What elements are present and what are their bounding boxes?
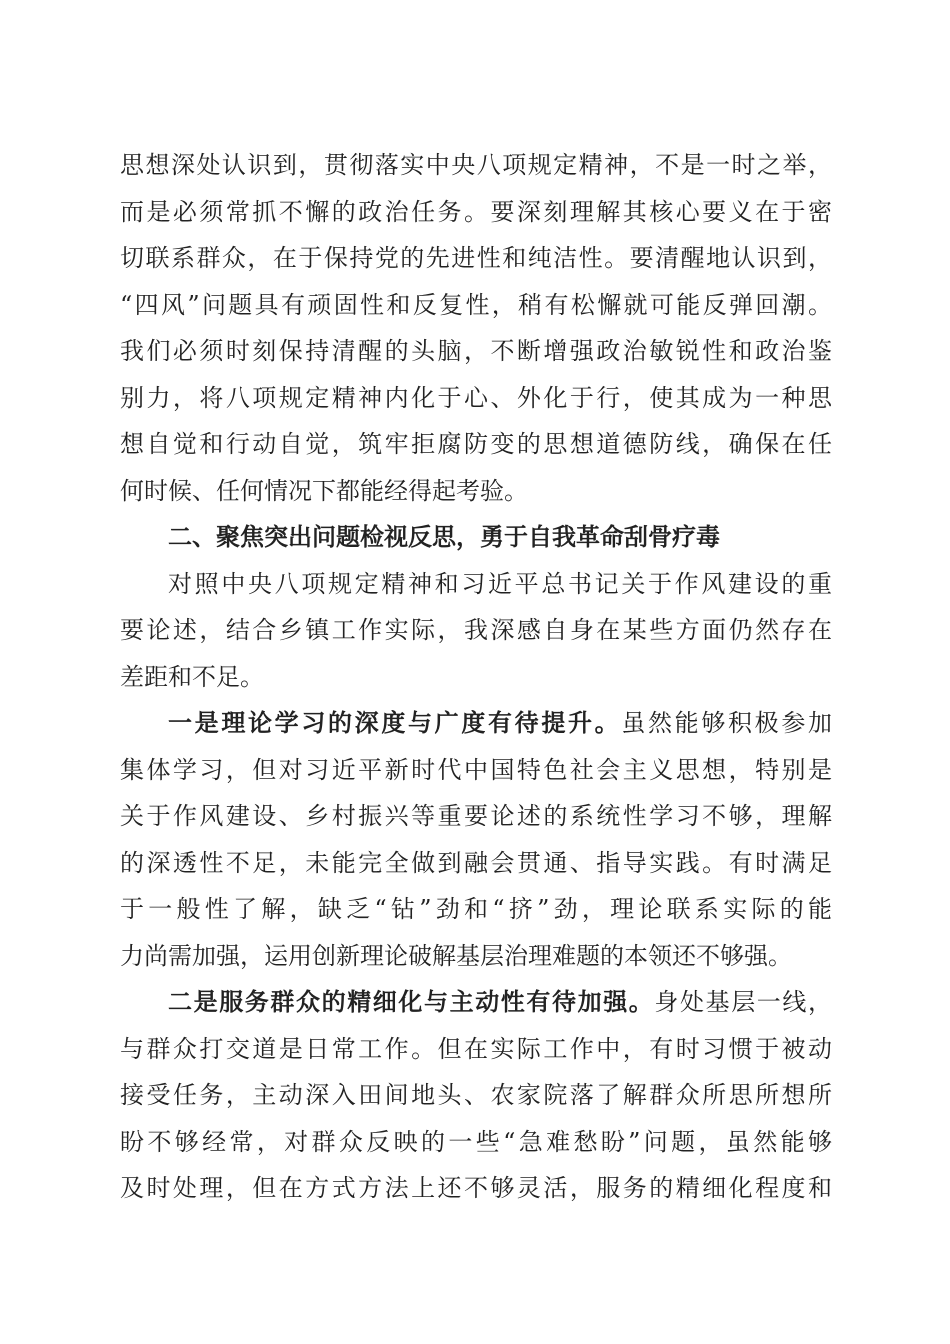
- text-line: 思想深处认识到，贯彻落实中央八项规定精神，不是一时之举，: [120, 151, 832, 179]
- text-line: 集体学习，但对习近平新时代中国特色社会主义思想，特别是: [120, 755, 832, 784]
- text-line: 接受任务，主动深入田间地头、农家院落了解群众所思所想所: [120, 1081, 832, 1109]
- text-line: 而是必须常抓不懈的政治任务。要深刻理解其核心要义在于密: [120, 197, 832, 226]
- section-heading: 二、聚焦突出问题检视反思，勇于自我革命刮骨疗毒: [168, 523, 720, 551]
- text-line: 想自觉和行动自觉，筑牢拒腐防变的思想道德防线，确保在任: [120, 430, 832, 458]
- text-line: 的深透性不足，未能完全做到融会贯通、指导实践。有时满足: [120, 848, 832, 877]
- text-line: 我们必须时刻保持清醒的头脑，不断增强政治敏锐性和政治鉴: [120, 337, 832, 365]
- paragraph-lead: 二是服务群众的精细化与主动性有待加强。: [168, 987, 655, 1016]
- text-line: 何时候、任何情况下都能经得起考验。: [120, 476, 528, 505]
- text-line: 关于作风建设、乡村振兴等重要论述的系统性学习不够，理解: [120, 802, 832, 830]
- paragraph-lead: 一是理论学习的深度与广度有待提升。: [168, 708, 622, 737]
- text-line: 及时处理，但在方式方法上还不够灵活，服务的精细化程度和: [120, 1174, 832, 1202]
- paragraph-4: [120, 979, 832, 1212]
- paragraph-3: [120, 700, 832, 979]
- text-line: 与群众打交道是日常工作。但在实际工作中，有时习惯于被动: [120, 1034, 832, 1063]
- text-line: 对照中央八项规定精神和习近平总书记关于作风建设的重: [168, 569, 832, 598]
- paragraph-text: 虽然能够积极参加: [621, 709, 832, 737]
- text-line: 切联系群众，在于保持党的先进性和纯洁性。要清醒地认识到，: [120, 244, 832, 272]
- paragraph-text: 身处基层一线，: [654, 988, 832, 1016]
- document-body: [120, 142, 832, 1212]
- text-line: 于一般性了解，缺乏“钻”劲和“挤”劲，理论联系实际的能: [120, 895, 832, 923]
- text-line: 别力，将八项规定精神内化于心、外化于行，使其成为一种思: [120, 383, 832, 412]
- paragraph-2: [120, 561, 832, 701]
- text-line: [120, 700, 832, 747]
- text-line: 力尚需加强，运用创新理论破解基层治理难题的本领还不够强。: [120, 941, 792, 970]
- paragraph-1: [120, 142, 832, 514]
- text-line: 差距和不足。: [120, 662, 264, 691]
- text-line: “四风”问题具有顽固性和反复性，稍有松懈就可能反弹回潮。: [120, 290, 832, 319]
- text-line: 盼不够经常，对群众反映的一些“急难愁盼”问题，虽然能够: [120, 1127, 832, 1156]
- text-line: 要论述，结合乡镇工作实际，我深感自身在某些方面仍然存在: [120, 616, 832, 644]
- text-line: [120, 979, 832, 1026]
